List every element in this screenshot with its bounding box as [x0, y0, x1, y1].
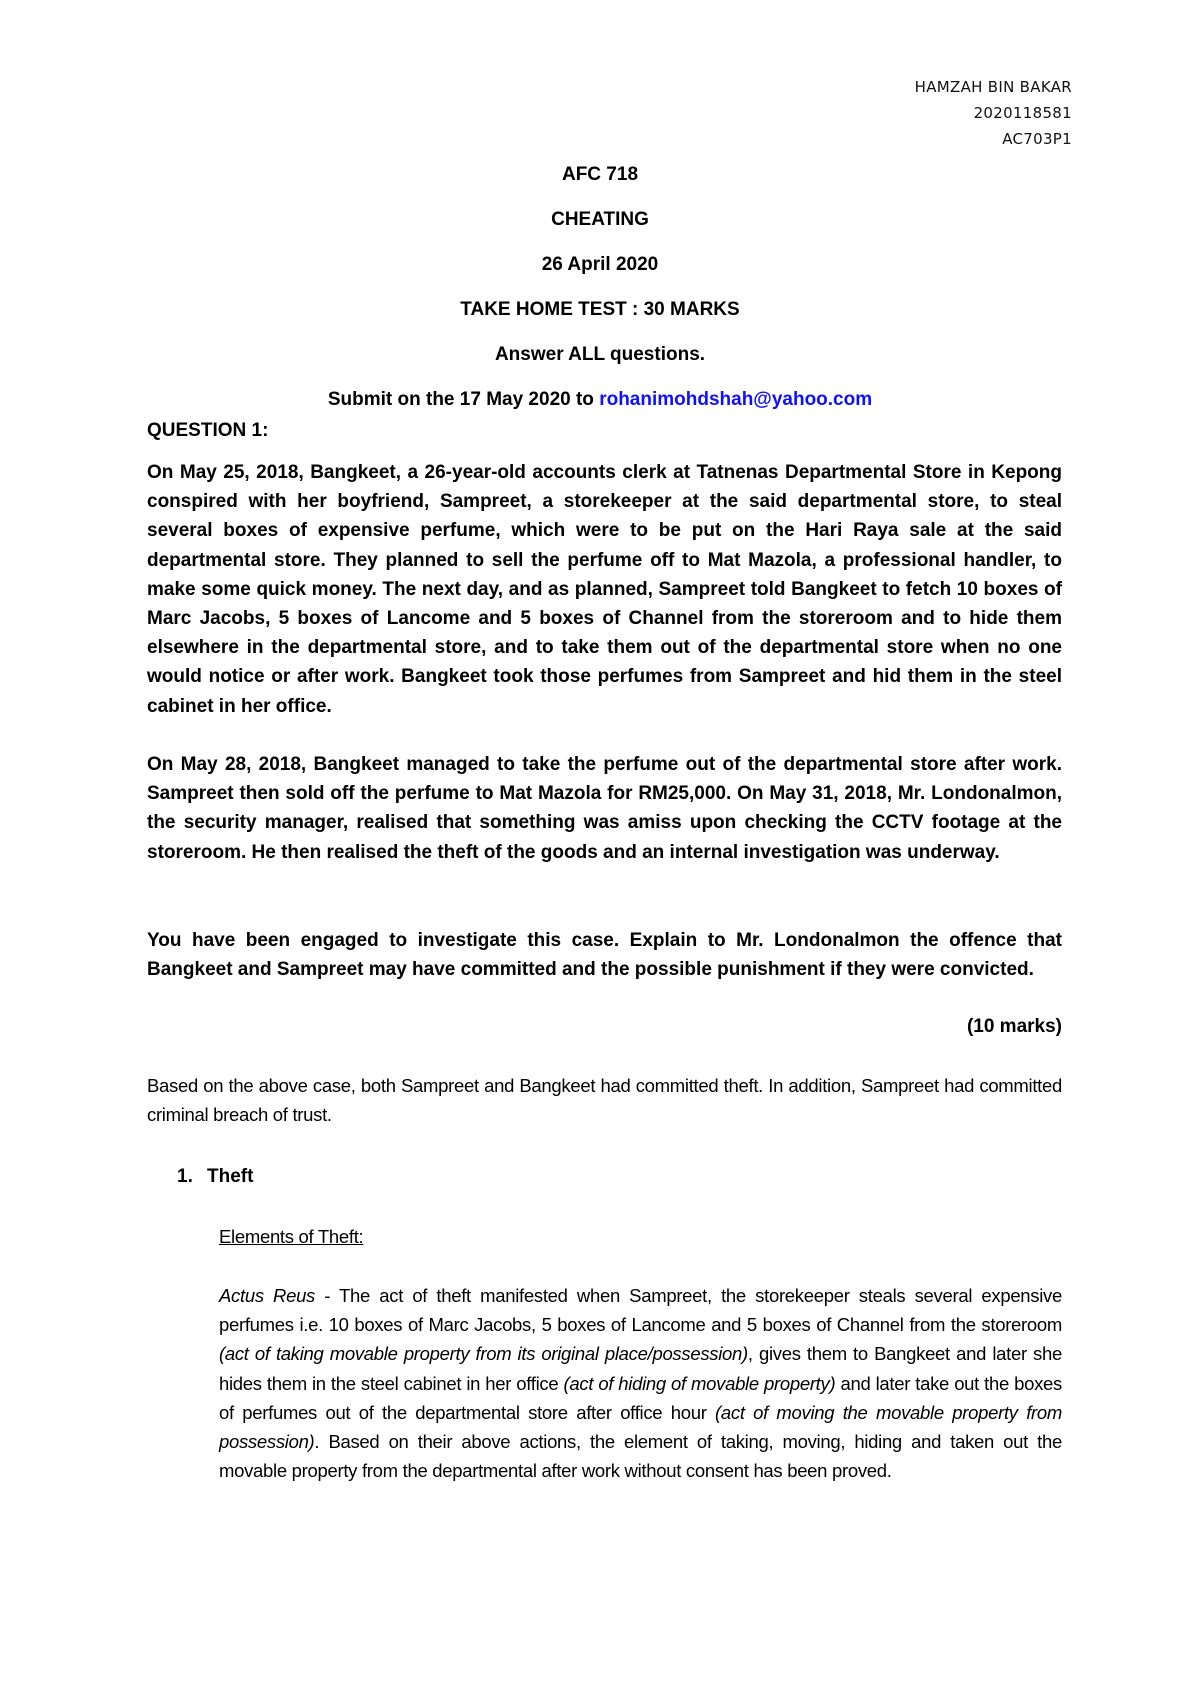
actus-note: (act of hiding of movable property)	[563, 1372, 836, 1394]
actus-text: - The act of theft manifested when Sampreet, the storekeeper steals several expensive perfumes i.e. 10 boxes of Marc Jacobs, 5 boxes of Lancome and 5 boxes of Channel from the storeroom	[219, 1285, 1062, 1336]
student-name: HAMZAH BIN BAKAR	[914, 78, 1072, 96]
topic-title: CHEATING	[551, 209, 649, 230]
actus-reus-label: Actus Reus	[219, 1285, 316, 1306]
question-paragraph-3: You have been engaged to investigate this case. Explain to Mr. Londonalmon the offence that Bangkeet and Sampreet may have committed and the possible punishment if they were convicted.	[147, 930, 1062, 981]
test-title: TAKE HOME TEST : 30 MARKS	[460, 299, 740, 320]
actus-text: and later take out the boxes of perfumes out of the departmental store after office hour	[219, 1372, 1063, 1423]
test-date: 26 April 2020	[541, 254, 659, 275]
actus-text: , gives them to Bangkeet and later she hides them in the steel cabinet in her office	[219, 1343, 1062, 1394]
question-paragraph-2: On May 28, 2018, Bangkeet managed to take the perfume out of the departmental store after work. Sampreet then sold off the perfume to Mat Mazola for RM25,000. On May 31, 2018, Mr. Londonalmon, the security manager, realised that something was amiss upon checking the CCTV footage at the storeroom. He then realised the theft of the goods and an internal investigation was underway.	[147, 754, 1062, 863]
student-group: AC703P1	[1002, 130, 1072, 148]
elements-of-theft-heading: Elements of Theft:	[219, 1226, 364, 1247]
title-block	[0, 152, 1200, 422]
actus-note: (act of taking movable property from its original place/possession)	[219, 1343, 748, 1365]
instruction: Answer ALL questions.	[494, 344, 706, 365]
question-paragraph-1: On May 25, 2018, Bangkeet, a 26-year-old accounts clerk at Tatnenas Departmental Store in Kepong conspired with her boyfriend, Sampreet, a storekeeper at the said departmental store, to steal several boxes of expensive perfume, which were to be put on the Hari Raya sale at the said departmental store. They planned to sell the perfume off to Mat Mazola, a professional handler, to make some quick money. The next day, and as planned, Sampreet told Bangkeet to fetch 10 boxes of Marc Jacobs, 5 boxes of Lancome and 5 boxes of Channel from the storeroom and to hide them elsewhere in the departmental store, and to take them out of the departmental store when no one would notice or after work. Bangkeet took those perfumes from Sampreet and hid them in the steel cabinet in her office.	[147, 462, 1062, 717]
question-label: QUESTION 1:	[147, 420, 269, 441]
submission-text: Submit on the 17 May 2020 to	[327, 389, 600, 410]
actus-note: (act of moving the movable property from possession)	[219, 1401, 1062, 1453]
section-number: 1.	[177, 1166, 193, 1187]
actus-reus-paragraph	[219, 1281, 1062, 1485]
actus-text: . Based on their above actions, the element of taking, moving, hiding and taken out the movable property from the departmental after work without consent has been proved.	[219, 1431, 1062, 1482]
course-code: AFC 718	[561, 164, 639, 185]
question-marks: (10 marks)	[966, 1016, 1062, 1037]
answer-intro: Based on the above case, both Sampreet and Bangkeet had committed theft. In addition, Sampreet had committed criminal breach of trust.	[147, 1075, 1062, 1126]
student-info	[915, 74, 1072, 152]
email-link[interactable]: rohanimohdshah@yahoo.com	[599, 389, 873, 410]
student-id: 2020118581	[973, 104, 1072, 122]
section-title: Theft	[207, 1166, 254, 1187]
section-heading-theft	[177, 1162, 253, 1191]
